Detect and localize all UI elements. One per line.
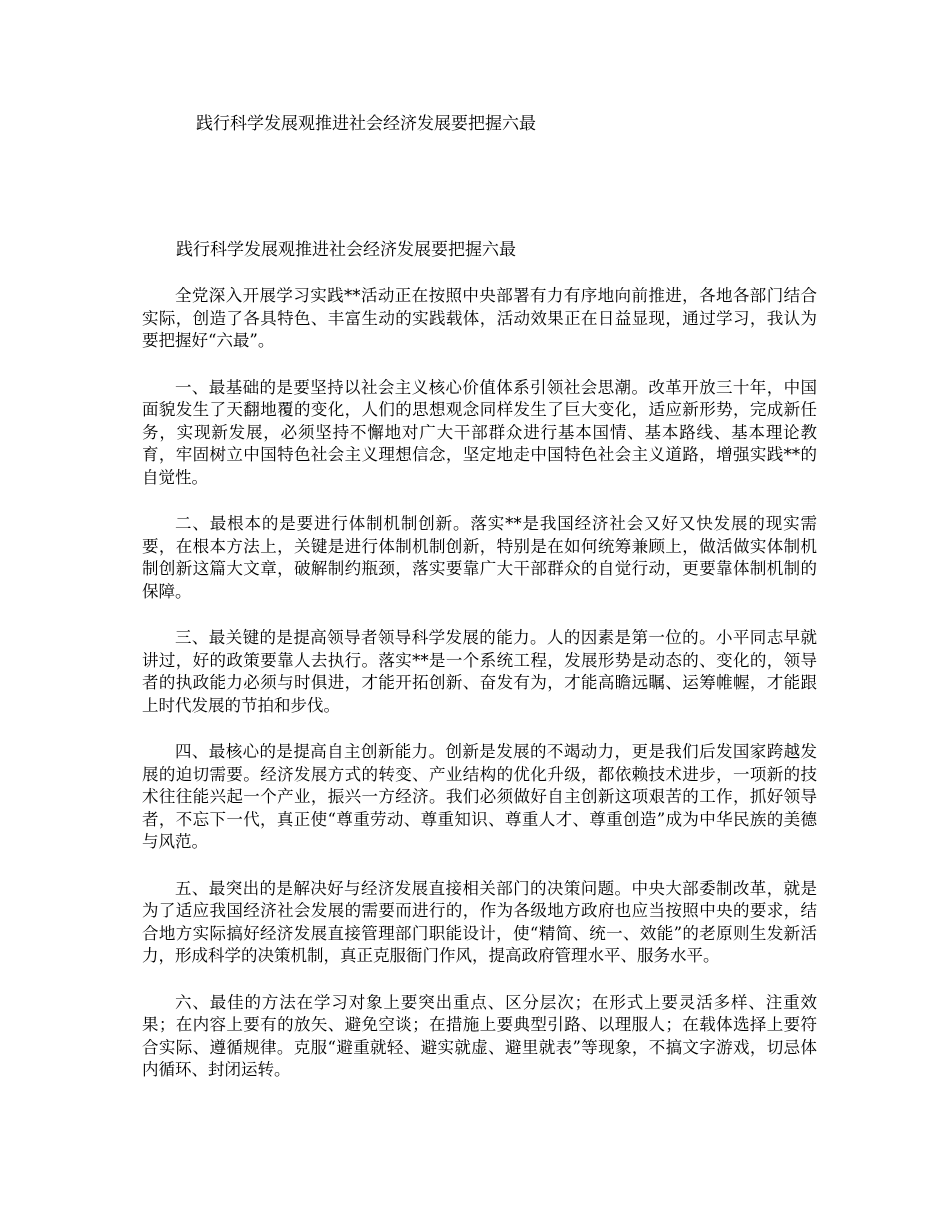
paragraph-5: 五、最突出的是解决好与经济发展直接相关部门的决策问题。中央大部委制改革，就是为了适应我国经济社会发展的需要而进行的，作为各级地方政府也应当按照中央的要求，结合地方实际搞好经济发展直接管理部门职能设计，使“精简、统一、效能”的老原则生发新活力，形成科学的决策机制，真正克服衙门作风，提高政府管理水平、服务水平。 bbox=[142, 878, 817, 965]
paragraph-4: 四、最核心的是提高自主创新能力。创新是发展的不竭动力，更是我们后发国家跨越发展的迫切需要。经济发展方式的转变、产业结构的优化升级，都依赖技术进步，一项新的技术往往能兴起一个产业，振兴一方经济。我们必须做好自主创新这项艰苦的工作，抓好领导者，不忘下一代，真正使“尊重劳动、尊重知识、尊重人才、尊重创造”成为中华民族的美德与风范。 bbox=[142, 742, 817, 851]
paragraph-1: 一、最基础的是要坚持以社会主义核心价值体系引领社会思潮。改革开放三十年，中国面貌发生了天翻地覆的变化，人们的思想观念同样发生了巨大变化，适应新形势，完成新任务，实现新发展，必须坚持不懈地对广大干部群众进行基本国情、基本路线、基本理论教育，牢固树立中国特色社会主义理想信念，坚定地走中国特色社会主义道路，增强实践**的自觉性。 bbox=[142, 377, 817, 487]
paragraph-intro: 全党深入开展学习实践**活动正在按照中央部署有力有序地向前推进，各地各部门结合实际，创造了各具特色、丰富生动的实践载体，活动效果正在日益显现，通过学习，我认为要把握好“六最”。 bbox=[142, 286, 817, 350]
paragraph-6: 六、最佳的方法在学习对象上要突出重点、区分层次；在形式上要灵活多样、注重效果；在内容上要有的放矢、避免空谈；在措施上要典型引路、以理服人；在载体选择上要符合实际、遵循规律。克服“避重就轻、避实就虚、避里就表”等现象，不搞文字游戏，切忌体内循环、封闭运转。 bbox=[142, 992, 817, 1079]
paragraph-2: 二、最根本的是要进行体制机制创新。落实**是我国经济社会又好又快发展的现实需要，在根本方法上，关键是进行体制机制创新，特别是在如何统筹兼顾上，做活做实体制机制创新这篇大文章，破解制约瓶颈，落实要靠广大干部群众的自觉行动，更要靠体制机制的保障。 bbox=[142, 514, 817, 601]
header-title: 践行科学发展观推进社会经济发展要把握六最 bbox=[196, 114, 536, 134]
document-body bbox=[142, 285, 817, 1106]
document-title: 践行科学发展观推进社会经济发展要把握六最 bbox=[176, 240, 516, 260]
paragraph-3: 三、最关键的是提高领导者领导科学发展的能力。人的因素是第一位的。小平同志早就讲过，好的政策要靠人去执行。落实**是一个系统工程，发展形势是动态的、变化的，领导者的执政能力必须与时俱进，才能开拓创新、奋发有为，才能高瞻远瞩、运筹帷幄，才能跟上时代发展的节拍和步伐。 bbox=[142, 628, 817, 715]
